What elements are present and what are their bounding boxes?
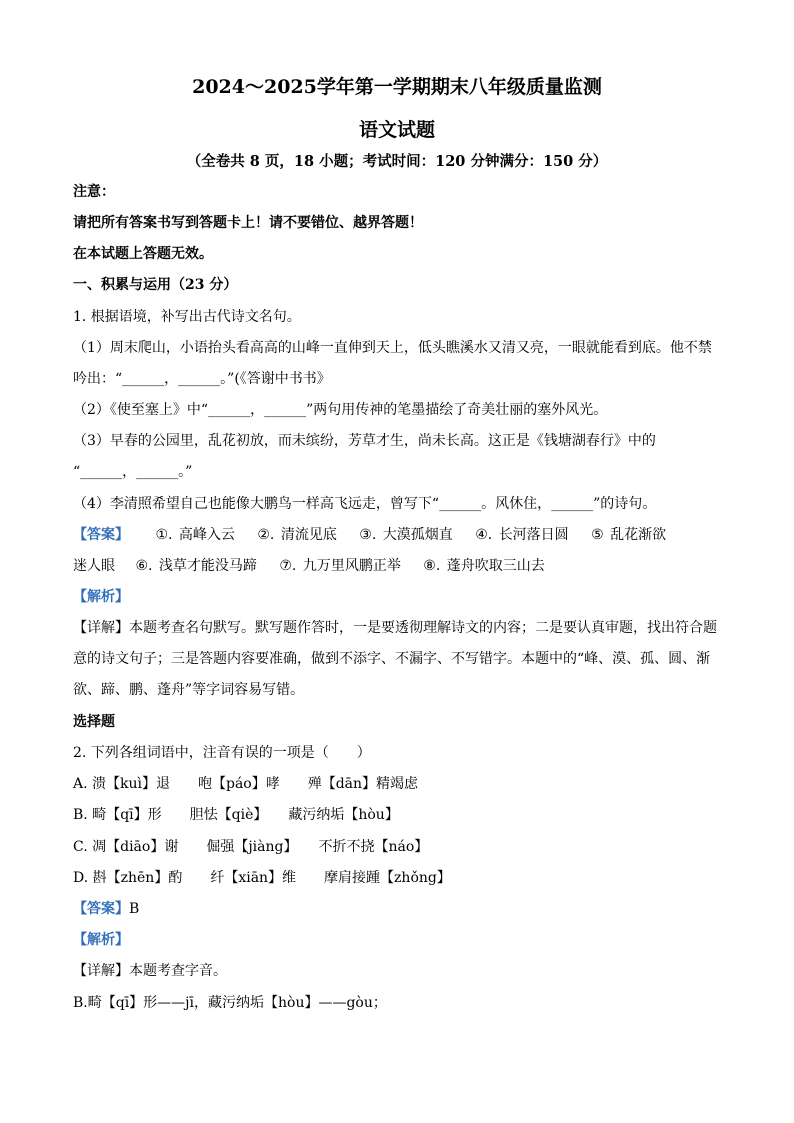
q2-option-c: C. 凋【diāo】谢 倔强【jiàng】 不折不挠【náo】 bbox=[73, 839, 429, 855]
exam-subtitle: 语文试题 bbox=[358, 119, 435, 141]
analysis-label: 【解析】 bbox=[73, 589, 129, 605]
answer-label: 【答案】 bbox=[73, 901, 129, 917]
q2-detail-line2: B.畸【qī】形——jī，藏污纳垢【hòu】——gòu； bbox=[73, 995, 387, 1011]
answer-item bbox=[475, 525, 568, 545]
answer-text: 大漠孤烟直 bbox=[382, 527, 453, 543]
answer-item bbox=[359, 525, 452, 545]
answer-item bbox=[257, 525, 336, 545]
answer-text: 清流见底 bbox=[280, 527, 337, 543]
answer-item bbox=[591, 525, 666, 545]
q1-part4: （4）李清照希望自己也能像大鹏鸟一样高飞远走，曾写下“______。风休住，______”的诗句。 bbox=[73, 496, 657, 512]
answer-text: 蓬舟吹取三山去 bbox=[446, 558, 545, 574]
answer-cont-text: 迷人眼 bbox=[73, 558, 115, 574]
q1-part1-line2: 吟出：“______，______。”(《答谢中书书》 bbox=[73, 371, 331, 387]
q1-detail-line2: 意的诗文句子；三是答题内容要准确，做到不添字、不漏字、不写错字。本题中的“峰、漠、孤、圆、渐 bbox=[73, 651, 711, 667]
q1-part1-line1: （1）周末爬山，小语抬头看高高的山峰一直伸到天上，低头瞧溪水又清又亮，一眼就能看到底。他不禁 bbox=[73, 340, 712, 356]
answer-num: ②. bbox=[257, 527, 275, 543]
answer-text: 浅草才能没马蹄 bbox=[158, 558, 257, 574]
q1-detail-line1: 【详解】本题考查名句默写。默写题作答时，一是要透彻理解诗文的内容；二是要认真审题，找出符合题 bbox=[73, 620, 717, 636]
answer-num: ⑤ bbox=[591, 527, 604, 543]
q2-option-a: A. 溃【kuì】退 咆【páo】哮 殚【dān】精竭虑 bbox=[73, 776, 419, 792]
notice-label: 注意： bbox=[73, 184, 115, 200]
answer-num: ①. bbox=[155, 527, 173, 543]
q1-part2: （2）《使至塞上》中“______，______”两句用传神的笔墨描绘了奇美壮丽的塞外风光。 bbox=[73, 402, 608, 418]
answer-num: ④. bbox=[475, 527, 493, 543]
q1-stem: 1. 根据语境，补写出古代诗文名句。 bbox=[73, 309, 301, 325]
answer-label: 【答案】 bbox=[73, 527, 129, 543]
answer-num: ⑧. bbox=[423, 558, 441, 574]
exam-info: （全卷共 8 页，18 小题；考试时间：120 分钟满分：150 分） bbox=[186, 153, 608, 170]
q2-detail-line1: 【详解】本题考查字音。 bbox=[73, 963, 227, 979]
q1-part3-line2: “______，______。” bbox=[73, 464, 193, 480]
notice-line-2: 在本试题上答题无效。 bbox=[73, 246, 213, 262]
answer-num: ⑥. bbox=[135, 558, 153, 574]
q1-answer-row-2 bbox=[73, 556, 733, 576]
answer-item bbox=[155, 525, 234, 545]
q1-detail-line3: 欲、蹄、鹏、蓬舟”等字词容易写错。 bbox=[73, 682, 305, 698]
answer-item bbox=[279, 556, 400, 576]
answer-item bbox=[423, 556, 544, 576]
answer-num: ③. bbox=[359, 527, 377, 543]
choice-heading: 选择题 bbox=[73, 714, 115, 730]
answer-text: 九万里风鹏正举 bbox=[302, 558, 401, 574]
answer-value: B bbox=[129, 901, 140, 917]
q2-answer-row bbox=[73, 899, 733, 919]
answer-text: 高峰入云 bbox=[178, 527, 235, 543]
q2-option-b: B. 畸【qī】形 胆怯【qiè】 藏污纳垢【hòu】 bbox=[73, 807, 399, 823]
q2-stem: 2. 下列各组词语中，注音有误的一项是（ ） bbox=[73, 745, 371, 761]
exam-title: 2024～2025学年第一学期期末八年级质量监测 bbox=[192, 76, 602, 98]
notice-line-1: 请把所有答案书写到答题卡上！请不要错位、越界答题！ bbox=[73, 215, 423, 231]
q1-answer-row bbox=[73, 525, 733, 545]
answer-num: ⑦. bbox=[279, 558, 297, 574]
analysis-label: 【解析】 bbox=[73, 932, 129, 948]
section-heading: 一、积累与运用（23 分） bbox=[73, 277, 238, 293]
q2-option-d: D. 斟【zhēn】酌 纤【xiān】维 摩肩接踵【zhǒng】 bbox=[73, 870, 451, 886]
answer-text: 长河落日圆 bbox=[498, 527, 569, 543]
answer-text: 乱花渐欲 bbox=[610, 527, 667, 543]
q1-part3-line1: （3）早春的公园里，乱花初放，而未缤纷，芳草才生，尚未长高。这正是《钱塘湖春行》中的 bbox=[73, 433, 656, 449]
answer-item bbox=[135, 556, 256, 576]
